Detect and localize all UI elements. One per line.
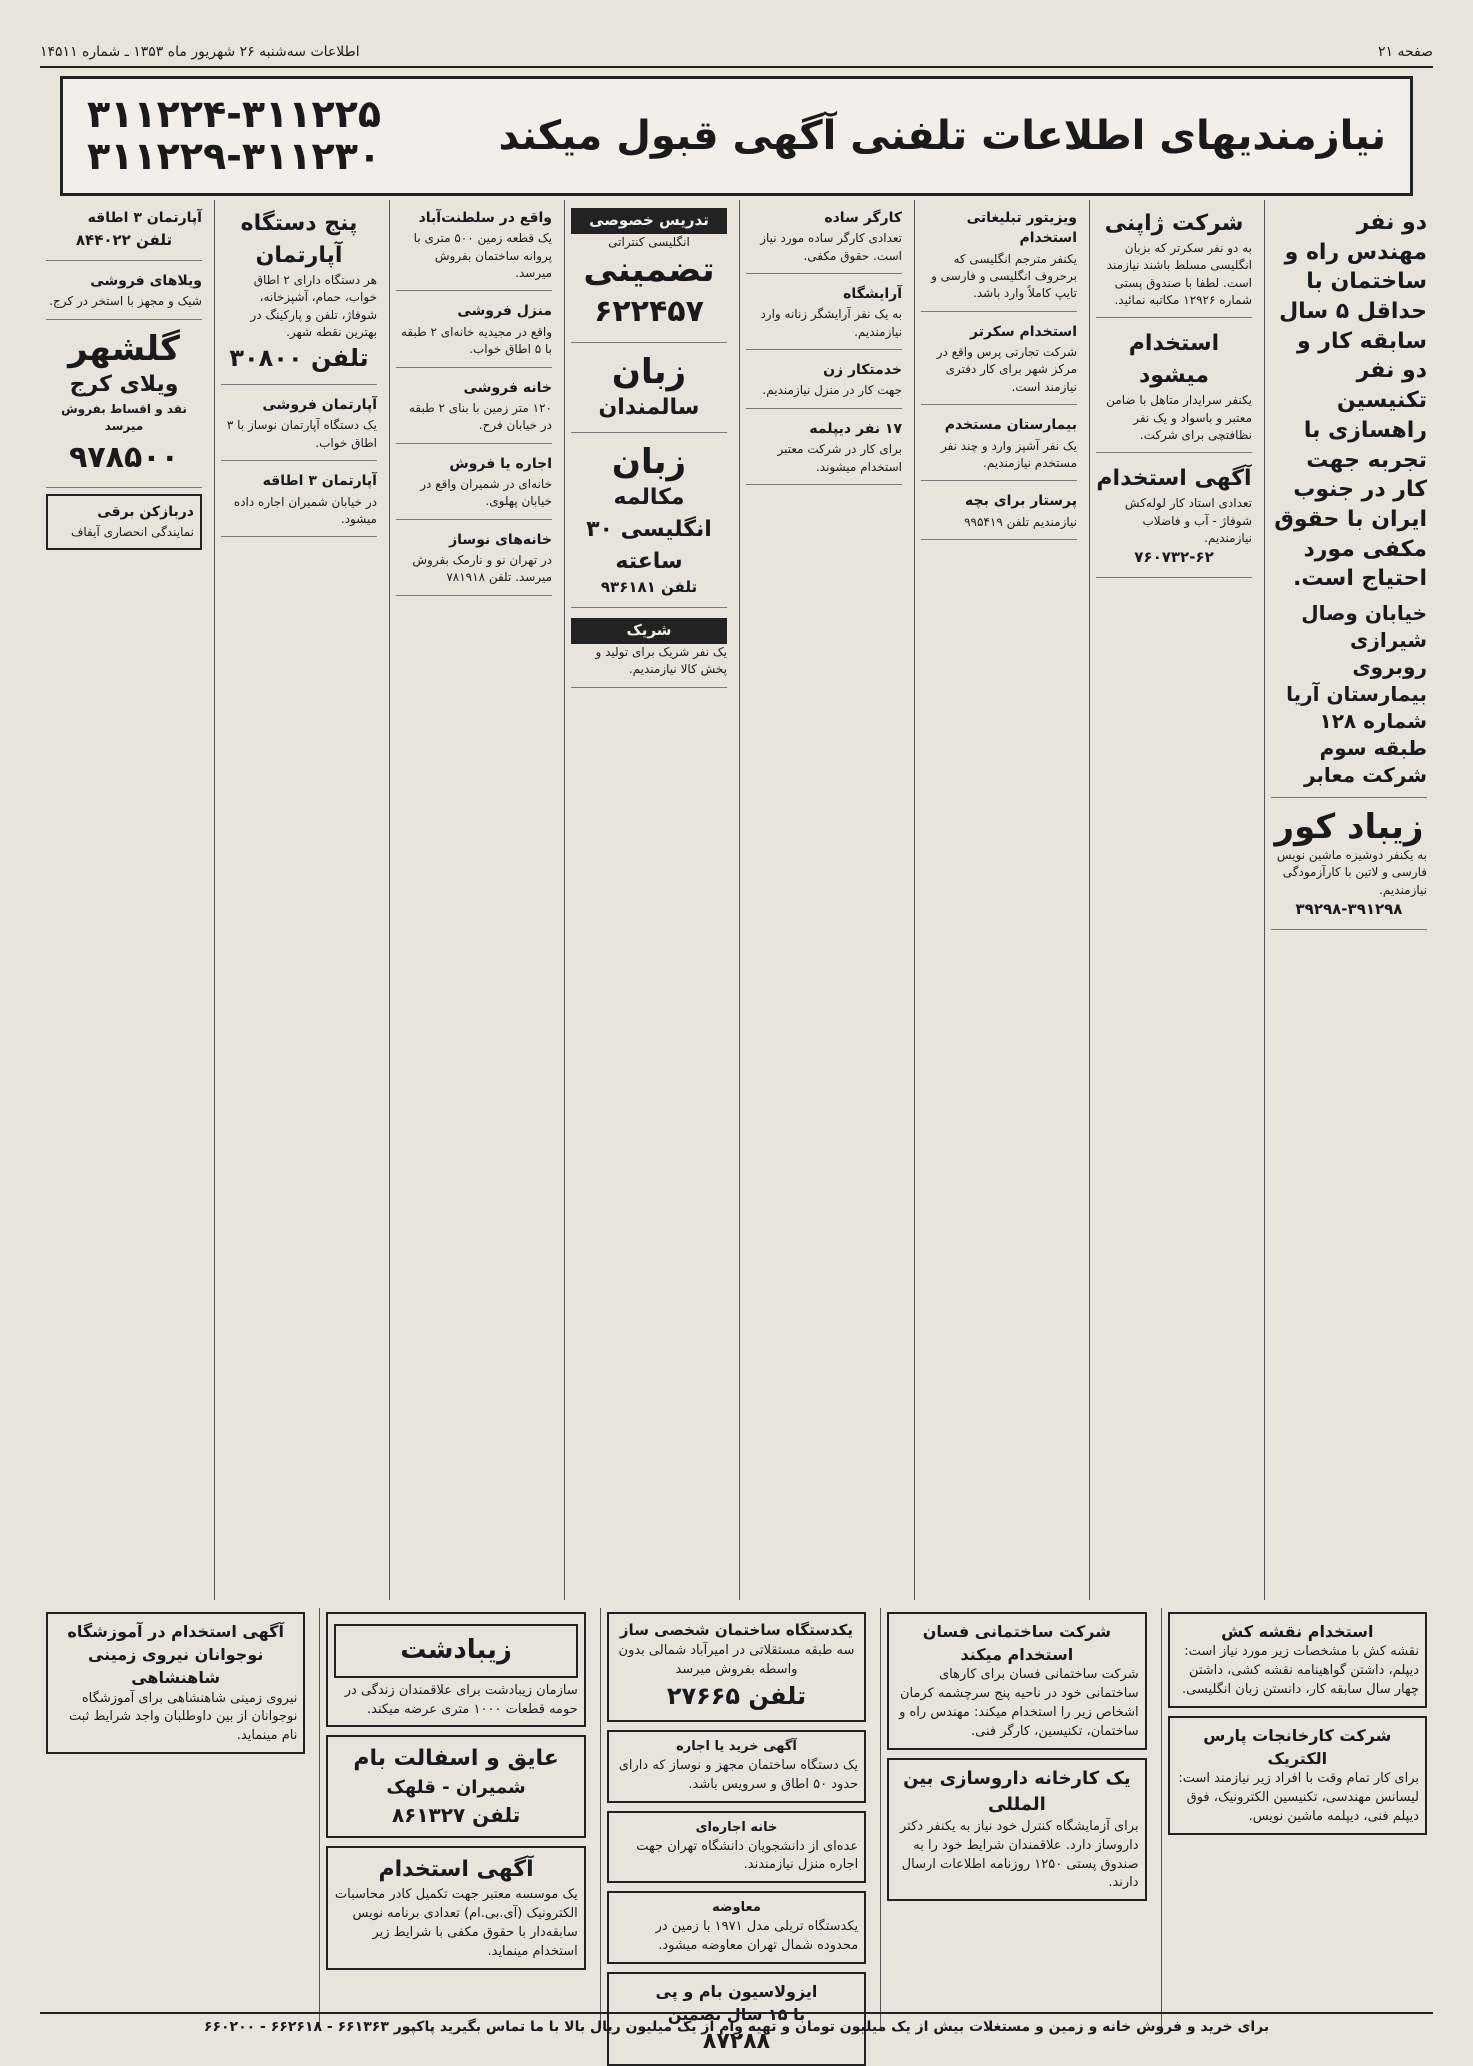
classified-columns (40, 200, 1433, 1600)
column-6 (389, 200, 558, 1600)
page-header (40, 38, 1433, 68)
ad-apartment-sale: آپارتمان فروشی یک دستگاه آپارتمان نوساز با ۳ اطاق خواب. (221, 391, 377, 461)
ad-rent-or-sale: اجاره یا فروش خانه‌ای در شمیران واقع در خیابان پهلوی. (396, 450, 552, 520)
ad-fasan-company: شرکت ساختمانی فسان استخدام میکند شرکت ساختمانی فسان برای کارهای ساختمانی خود در ناحیه پنج سرچشمه کرمان اشخاص زیر را استخدام میکند: مهندس راه و ساختمان، تکنیسین، کارگر فنی. (887, 1612, 1146, 1750)
ad-nanny: پرستار برای بچه نیازمندیم تلفن ۹۹۵۴۱۹ (921, 487, 1077, 540)
banner-phones-line2: ۳۱۱۲۲۹-۳۱۱۲۳۰ (87, 134, 382, 178)
ad-pharma-company: یک کارخانه داروسازی بین المللی برای آزمایشگاه کنترل خود نیاز به یکنفر دکتر داروساز دارد. علاقمندان شرایط خود را به صندوق پستی ۱۲۵۰ روزنامه اطلاعات ارسال دارند. (887, 1758, 1146, 1902)
ad-villas-sale: ویلاهای فروشی شیک و مجهز با استخر در کرج. (46, 267, 202, 320)
ad-japanese-company: شرکت ژاپنی به دو نفر سکرتر که بزبان انگلیسی مسلط باشند نیازمند است. لطفا با صندوق پستی شماره ۱۲۹۲۶ مکاتبه نمائید. (1096, 204, 1252, 318)
ad-new-houses: خانه‌های نوساز در تهران نو و نارمک بفروش میرسد. تلفن ۷۸۱۹۱۸ (396, 526, 552, 596)
lower-column-2 (880, 1608, 1152, 2028)
ad-exchange: معاوضه یکدستگاه تریلی مدل ۱۹۷۱ با زمین در محدوده شمال تهران معاوضه میشود. (607, 1891, 866, 1964)
ad-plumbers: آگهی استخدام تعدادی استاد کار لوله‌کش شوفاژ - آب و فاضلاب نیازمندیم. ۷۶۰۷۳۲-۶۲ (1096, 459, 1252, 578)
ad-computer-hiring: آگهی استخدام یک موسسه معتبر جهت تکمیل کادر محاسبات الکترونیک (آی.بی.ام) تعدادی برنامه نویس سابقه‌دار با حقوق مکفی با شرایط زیر استخدام مینماید. (326, 1846, 585, 1969)
ad-house-sale: خانه فروشی ۱۲۰ متر زمین با بنای ۲ طبقه در خیابان فرح. (396, 374, 552, 444)
page-number: صفحه ۲۱ (1377, 44, 1433, 60)
ad-hospital: بیمارستان مستخدم یک نفر آشپز وارد و چند نفر مستخدم نیازمندیم. (921, 411, 1077, 481)
ad-worker: کارگر ساده تعدادی کارگر ساده مورد نیاز است. حقوق مکفی. (746, 204, 902, 274)
lower-column-1 (1161, 1608, 1433, 2028)
ad-ziba-dasht: زیبادشت سازمان زیبادشت برای علاقمندان زندگی در حومه قطعات ۱۰۰۰ متری عرضه میکند. (326, 1612, 585, 1727)
ad-building-sale: یکدستگاه ساختمان شخصی ساز سه طبقه مستقلاتی در امیرآباد شمالی بدون واسطه بفروش میرسد تلفن ۲۷۶۶۵ (607, 1612, 866, 1722)
ad-salon: آرایشگاه به یک نفر آرایشگر زنانه وارد نیازمندیم. (746, 280, 902, 350)
ad-roof-insulation: ایزولاسیون بام و پی با ۱۵ سال تضمین ۸۷۲۸۸ (607, 1972, 866, 2066)
ad-tutoring: تدریس خصوصی انگلیسی کنتراتی تضمینی ۶۲۲۴۵۷ (571, 204, 727, 343)
ad-draftsman: استخدام نقشه کش نقشه کش با مشخصات زیر مورد نیاز است: دیپلم، داشتن گواهینامه نقشه کشی، داشتن چهار سال سابقه کار، دانستن زبان انگلیسی. (1168, 1612, 1427, 1708)
ad-graduates: ۱۷ نفر دیپلمه برای کار در شرکت معتبر استخدام میشوند. (746, 415, 902, 485)
column-2 (1089, 200, 1258, 1600)
column-8 (40, 200, 208, 1600)
column-1 (1264, 200, 1433, 1600)
ad-door-opener: دربازکن برقی نمایندگی انحصاری آیفاف (46, 494, 202, 550)
ad-rental-house: خانه اجاره‌ای عده‌ای از دانشجویان دانشگاه تهران جهت اجاره منزل نیازمندند. (607, 1811, 866, 1884)
ad-buy-or-rent: آگهی خرید یا اجاره یک دستگاه ساختمان مجهز و نوساز که دارای حدود ۵۰ اطاق و سرویس باشد. (607, 1730, 866, 1803)
lower-column-5 (40, 1608, 311, 2028)
column-4 (739, 200, 908, 1600)
ad-partner: شریک یک نفر شریک برای تولید و پخش کالا نیازمندیم. (571, 614, 727, 688)
ad-language-elderly: زبان سالمندان (571, 349, 727, 433)
ad-five-apartments: پنج دستگاه آپارتمان هر دستگاه دارای ۲ اطاق خواب، حمام، آشپزخانه، شوفاژ، تلفن و پارکینگ در بهترین نقطه شهر. تلفن ۳۰۸۰۰ (221, 204, 377, 385)
lower-section (40, 1608, 1433, 2055)
ad-visitor: ویزیتور تبلیغاتی استخدام یکنفر مترجم انگلیسی که برحروف انگلیسی و فارسی و تایپ کاملاً وارد باشد. (921, 204, 1077, 312)
ad-engineers: دو نفر مهندس راه و ساختمان با حداقل ۵ سال سابقه کار و دو نفر تکنیسین راهسازی با تجربه جهت کار در جنوب ایران با حقوق مکفی مورد احتیاج است. خیابان وصال شیرازی روبروی بیمارستان آریا شماره ۱۲۸ طبقه سوم شرکت معابر (1271, 204, 1427, 798)
banner-phones-line1: ۳۱۱۲۲۴-۳۱۱۲۲۵ (87, 92, 382, 137)
lower-column-3 (600, 1608, 872, 2055)
ad-military-school: آگهی استخدام در آموزشگاه نوجوانان نیروی زمینی شاهنشاهی نیروی زمینی شاهنشاهی برای آموزشگاه نوجوانان از بین داوطلبان واجد شرایط ثبت نام مینماید. (46, 1612, 305, 1754)
ad-typist: زیباد کور به یکنفر دوشیزه ماشین نویس فارسی و لاتین با کارآزمودگی نیازمندیم. ۳۹۲۹۸-۳۹۱۲۹۸ (1271, 804, 1427, 930)
ad-language-conversation: زبان مکالمه انگلیسی ۳۰ ساعته تلفن ۹۳۶۱۸۱ (571, 439, 727, 609)
ad-maid: خدمتکار زن جهت کار در منزل نیازمندیم. (746, 356, 902, 409)
ad-roof-asphalt: عایق و اسفالت بام شمیران - قلهک تلفن ۸۶۱۳۲۷ (326, 1735, 585, 1838)
ad-apartment-3rooms: آپارتمان ۳ اطاقه تلفن ۸۴۴۰۲۲ (46, 204, 202, 261)
classifieds-banner (60, 76, 1413, 196)
lower-column-4 (319, 1608, 591, 2028)
banner-title: نیازمندیهای اطلاعات تلفنی آگهی قبول میکند (498, 113, 1386, 159)
ad-land-saltanatabad: واقع در سلطنت‌آباد یک قطعه زمین ۵۰۰ متری با پروانه ساختمان بفروش میرسد. (396, 204, 552, 291)
column-5 (564, 200, 733, 1600)
issue-line: اطلاعات سه‌شنبه ۲۶ شهریور ماه ۱۳۵۳ ـ شماره ۱۴۵۱۱ (40, 44, 360, 60)
column-7 (214, 200, 383, 1600)
banner-phones (87, 94, 381, 178)
ad-secretary: استخدام سکرتر شرکت تجارتی پرس واقع در مرکز شهر برای کار دفتری نیازمند است. (921, 318, 1077, 405)
ad-golshahr: گلشهر ویلای کرج نقد و اقساط بفروش میرسد ۹۷۸۵۰۰ (46, 326, 202, 488)
column-3 (914, 200, 1083, 1600)
page-footer: برای خرید و فروش خانه و زمین و مستغلات بیش از یک میلیون تومان و تهیه وام از یک میلیون ریال بالا با ما تماس بگیرید پاکپور ۶۶۱۳۶۳ - ۶۶۲۶۱۸ - ۶۶۰۲۰۰ (40, 2012, 1433, 2040)
ad-pars-electric: شرکت کارخانجات پارس الکتریک برای کار تمام وقت با افراد زیر نیازمند است: لیسانس مهندسی، تکنیسین الکترونیک، فوق دیپلم فنی، دیپلمه ماشین نویس. (1168, 1716, 1427, 1835)
ad-house-majidieh: منزل فروشی واقع در مجیدیه خانه‌ای ۲ طبقه با ۵ اطاق خواب. (396, 297, 552, 367)
ad-apartment-rent: آپارتمان ۳ اطاقه در خیابان شمیران اجاره داده میشود. (221, 467, 377, 537)
ad-hiring: استخدام میشود یکنفر سرایدار متاهل با ضامن معتبر و باسواد و یک نفر نظافتچی برای شرکت. (1096, 324, 1252, 453)
